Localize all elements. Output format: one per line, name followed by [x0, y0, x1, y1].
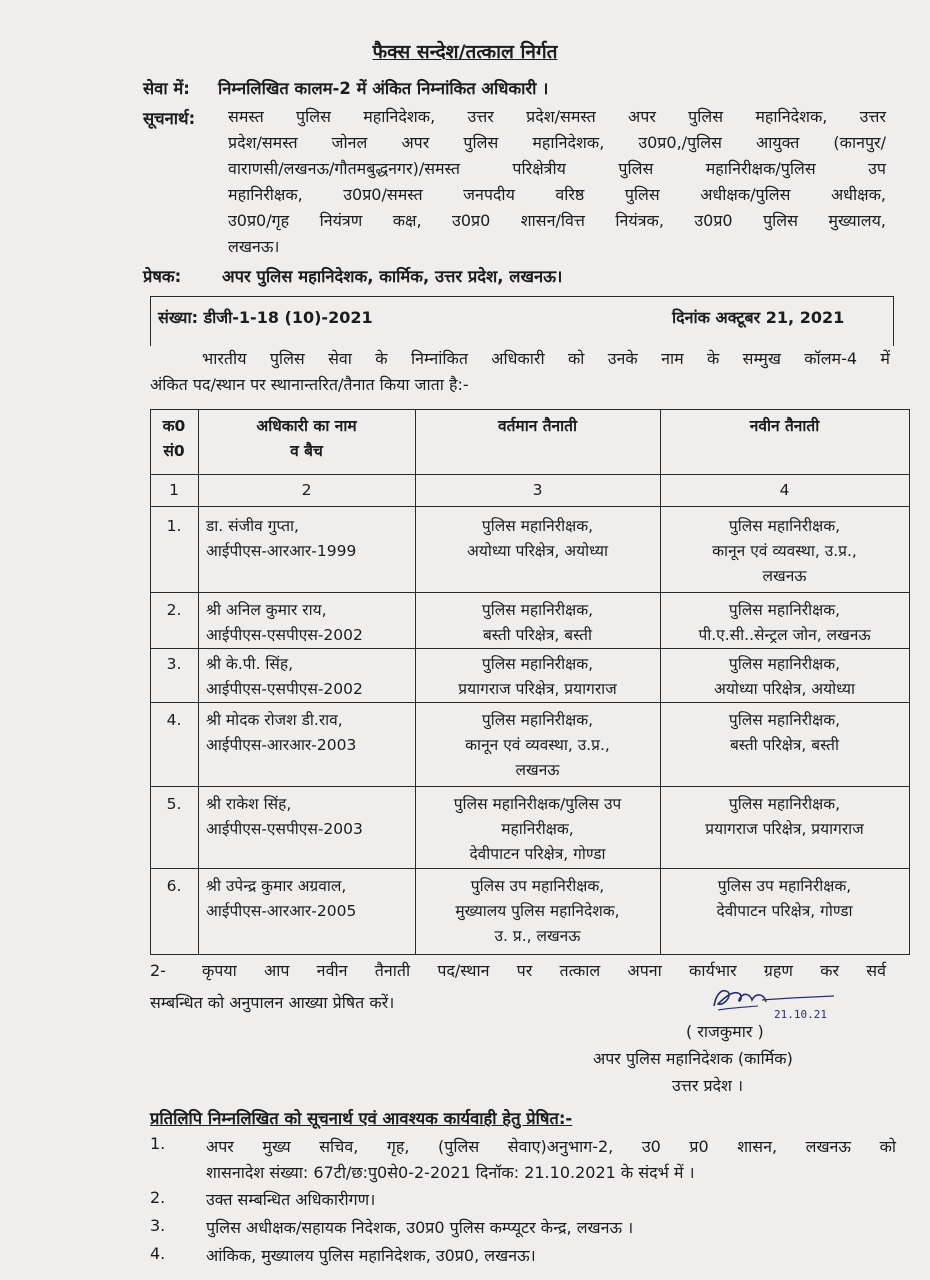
current-posting: पुलिस महानिरीक्षक, कानून एवं व्यवस्था, उ.प्र., लखनऊ	[465, 711, 610, 779]
new-posting: पुलिस उप महानिरीक्षक, देवीपाटन परिक्षेत्र, गोण्डा	[716, 877, 853, 920]
copy-item: उक्त सम्बन्धित अधिकारीगण।	[206, 1190, 376, 1209]
new-posting: पुलिस महानिरीक्षक, कानून एवं व्यवस्था, उ.प्र., लखनऊ	[712, 517, 857, 585]
table-rule	[150, 506, 910, 507]
instruction-line: सम्बन्धित को अनुपालन आख्या प्रेषित करें।	[150, 993, 395, 1012]
column-number: 3	[532, 481, 543, 499]
copy-item-number: 4.	[150, 1244, 166, 1263]
ref-rule-top	[150, 296, 894, 297]
row-serial: 5.	[166, 795, 182, 813]
to-label: सेवा में:	[143, 79, 190, 98]
intro-line: अंकित पद/स्थान पर स्थानान्तरित/तैनात किया जाता है:-	[150, 375, 469, 394]
new-posting: पुलिस महानिरीक्षक, बस्ती परिक्षेत्र, बस्ती	[728, 711, 841, 754]
new-posting: पुलिस महानिरीक्षक, पी.ए.सी..सेन्ट्रल जोन, लखनऊ	[698, 601, 871, 644]
current-posting: पुलिस महानिरीक्षक, बस्ती परिक्षेत्र, बस्ती	[481, 601, 594, 644]
info-block	[228, 104, 886, 260]
new-posting: पुलिस महानिरीक्षक, प्रयागराज परिक्षेत्र, प्रयागराज	[705, 795, 864, 838]
table-rule	[150, 954, 910, 955]
copy-heading: प्रतिलिपि निम्नलिखित को सूचनार्थ एवं आवश्यक कार्यवाही हेतु प्रेषित:-	[150, 1109, 573, 1128]
header-officer-name: अधिकारी का नाम व बैच	[256, 417, 357, 460]
row-serial: 6.	[166, 877, 182, 895]
intro-paragraph	[150, 346, 890, 398]
officer-name: श्री मोदक रोजश डी.राव, आईपीएस-आरआर-2003	[206, 711, 357, 754]
header-new-posting: नवीन तैनाती	[749, 417, 820, 435]
table-rule	[150, 868, 910, 869]
table-rule	[909, 409, 910, 954]
officer-name: श्री अनिल कुमार राय, आईपीएस-एसपीएस-2002	[206, 601, 363, 644]
info-line: लखनऊ।	[228, 237, 280, 256]
row-serial: 3.	[166, 655, 182, 673]
to-text: निम्नलिखित कालम-2 में अंकित निम्नांकित अधिकारी ।	[218, 79, 549, 98]
intro-line: भारतीय पुलिस सेवा के निम्नांकित अधिकारी को उनके नाम के सम्मुख कॉलम-4 में	[202, 349, 890, 368]
copy-item: आंकिक, मुख्यालय पुलिस महानिदेशक, उ0प्र0, लखनऊ।	[206, 1246, 536, 1265]
officer-name: श्री राकेश सिंह, आईपीएस-एसपीएस-2003	[206, 795, 363, 838]
copy-item-number: 2.	[150, 1188, 166, 1207]
table-rule	[150, 648, 910, 649]
reference-number: संख्या: डीजी-1-18 (10)-2021	[158, 308, 373, 327]
officer-name: श्री के.पी. सिंह, आईपीएस-एसपीएस-2002	[206, 655, 363, 698]
table-rule	[150, 786, 910, 787]
header-current-posting: वर्तमान तैनाती	[497, 417, 578, 435]
info-line: समस्त पुलिस महानिदेशक, उत्तर प्रदेश/समस्त अपर पुलिस महानिदेशक, उत्तर	[228, 107, 886, 126]
fax-title: फैक्स सन्देश/तत्काल निर्गत	[372, 41, 558, 63]
info-line: प्रदेश/समस्त जोनल अपर पुलिस महानिदेशक, उ0प्र0,/पुलिस आयुक्त (कानपुर/	[228, 133, 886, 152]
ref-rule-left	[150, 296, 151, 346]
new-posting: पुलिस महानिरीक्षक, अयोध्या परिक्षेत्र, अयोध्या	[714, 655, 855, 698]
row-serial: 2.	[166, 601, 182, 619]
copy-item-number: 3.	[150, 1216, 166, 1235]
signatory-name: ( राजकुमार )	[686, 1022, 764, 1041]
signatory-state: उत्तर प्रदेश ।	[672, 1076, 744, 1095]
info-line: उ0प्र0/गृह नियंत्रण कक्ष, उ0प्र0 शासन/वित्त नियंत्रक, उ0प्र0 पुलिस मुख्यालय,	[228, 211, 886, 230]
column-number: 1	[169, 481, 179, 499]
row-serial: 1.	[166, 517, 182, 535]
table-rule	[150, 474, 910, 475]
reference-date: दिनांक अक्टूबर 21, 2021	[672, 308, 845, 327]
table-rule	[150, 409, 910, 410]
copy-item-number: 1.	[150, 1134, 166, 1153]
column-number: 2	[301, 481, 312, 499]
copy-item: अपर मुख्य सचिव, गृह, (पुलिस सेवाए)अनुभाग-2, उ0 प्र0 शासन, लखनऊ को शासनादेश संख्या: 67टी/छ:पु0से0-2-2021 दिनॉक: 21.10.2021 के संदर्भ में ।	[206, 1137, 896, 1182]
paragraph-number: 2-	[150, 961, 166, 980]
officer-name: डा. संजीव गुप्ता, आईपीएस-आरआर-1999	[206, 517, 357, 560]
table-rule	[150, 592, 910, 593]
table-rule	[150, 702, 910, 703]
header-serial: क0 सं0	[162, 417, 186, 460]
current-posting: पुलिस महानिरीक्षक, अयोध्या परिक्षेत्र, अयोध्या	[467, 517, 608, 560]
officer-name: श्री उपेन्द्र कुमार अग्रवाल, आईपीएस-आरआर-2005	[206, 877, 357, 920]
signatory-designation: अपर पुलिस महानिदेशक (कार्मिक)	[593, 1049, 793, 1068]
column-number: 4	[779, 481, 790, 499]
instruction-line: 2- कृपया आप नवीन तैनाती पद/स्थान पर तत्काल अपना कार्यभार ग्रहण कर सर्व	[150, 958, 886, 984]
info-line: वाराणसी/लखनऊ/गौतमबुद्धनगर)/समस्त परिक्षेत्रीय पुलिस महानिरीक्षक/पुलिस उप	[228, 159, 886, 178]
sender-label: प्रेषक:	[143, 267, 182, 286]
current-posting: पुलिस उप महानिरीक्षक, मुख्यालय पुलिस महानिदेशक, उ. प्र., लखनऊ	[455, 877, 620, 945]
ref-rule-right	[893, 296, 894, 346]
info-label: सूचनार्थ:	[143, 109, 196, 128]
info-line: महानिरीक्षक, उ0प्र0/समस्त जनपदीय वरिष्ठ पुलिस अधीक्षक/पुलिस अधीक्षक,	[228, 185, 886, 204]
current-posting: पुलिस महानिरीक्षक, प्रयागराज परिक्षेत्र, प्रयागराज	[458, 655, 617, 698]
sender-text: अपर पुलिस महानिदेशक, कार्मिक, उत्तर प्रदेश, लखनऊ।	[222, 267, 563, 286]
current-posting: पुलिस महानिरीक्षक/पुलिस उप महानिरीक्षक, देवीपाटन परिक्षेत्र, गोण्डा	[453, 795, 622, 863]
row-serial: 4.	[166, 711, 182, 729]
copy-item: पुलिस अधीक्षक/सहायक निदेशक, उ0प्र0 पुलिस कम्प्यूटर केन्द्र, लखनऊ ।	[206, 1218, 634, 1237]
signature-date: 21.10.21	[774, 1008, 827, 1021]
